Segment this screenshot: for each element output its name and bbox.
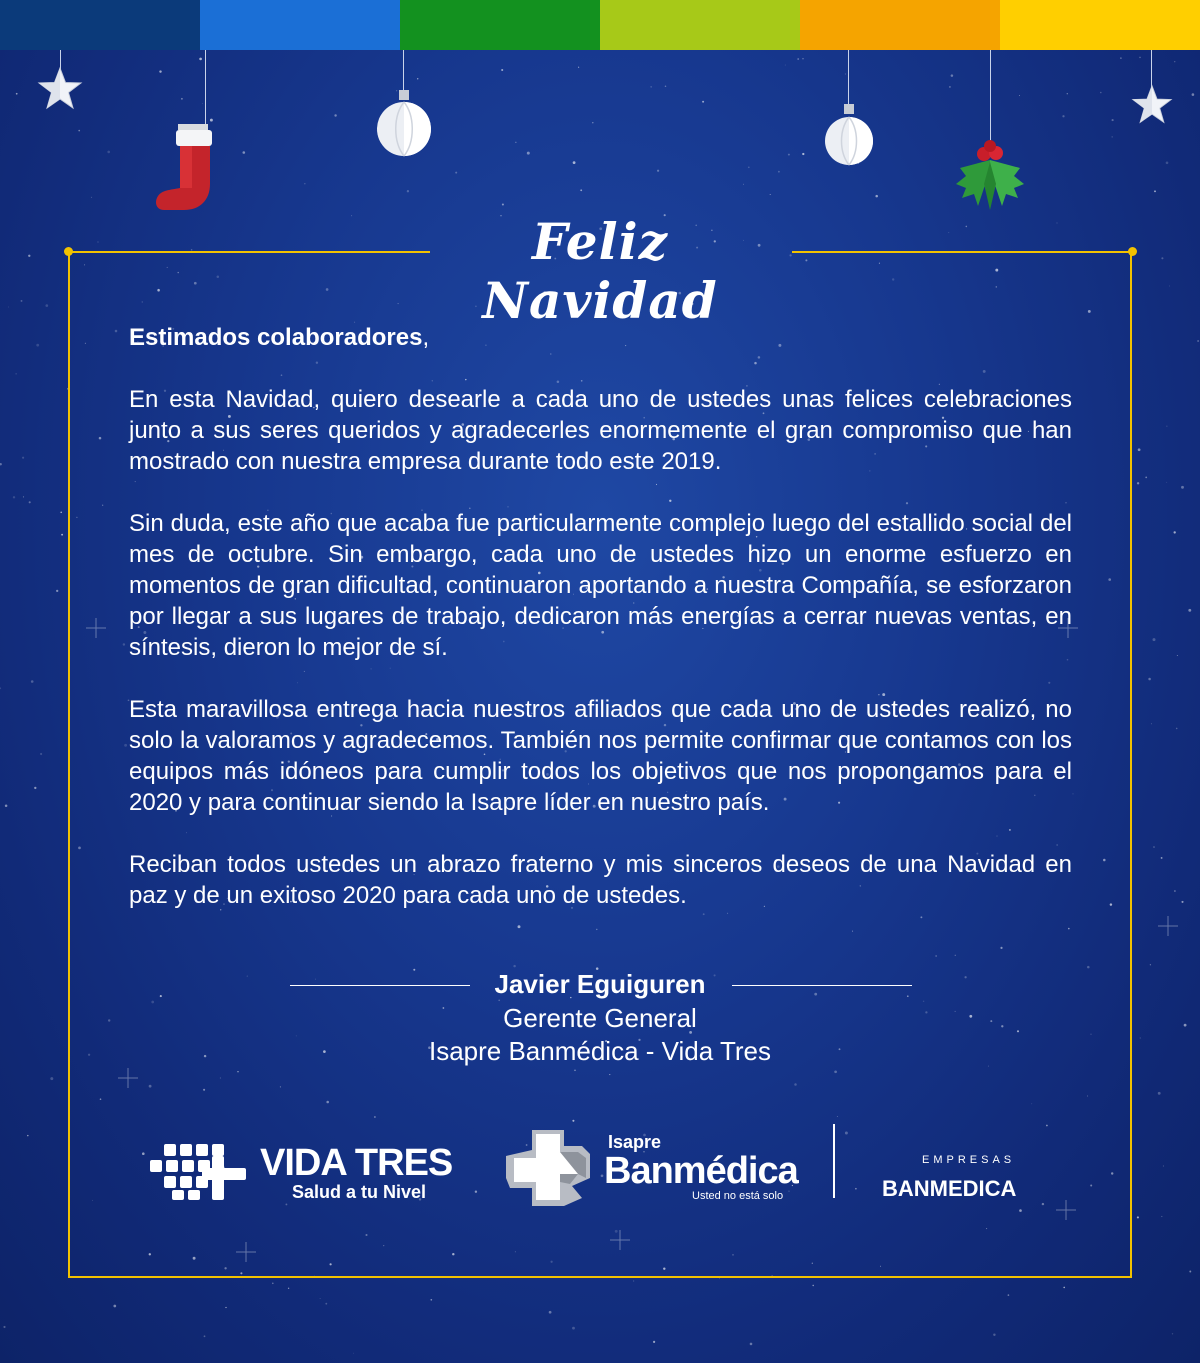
star-dot [97, 241, 98, 242]
star-dot [1189, 1271, 1191, 1273]
star-dot [657, 170, 659, 172]
star-dot [1062, 115, 1064, 117]
star-dot [22, 457, 24, 459]
ornament-icon [375, 88, 433, 160]
star-dot [578, 67, 579, 68]
star-dot [788, 154, 790, 156]
star-dot [1137, 1216, 1139, 1218]
star-dot [1100, 92, 1102, 94]
star-dot [31, 680, 34, 683]
star-dot [1120, 57, 1122, 59]
star-dot [1112, 119, 1114, 121]
star-dot [948, 232, 949, 233]
star-dot [580, 189, 582, 191]
star-dot [1181, 486, 1184, 489]
star-dot [13, 496, 15, 498]
paragraph: Esta maravillosa entrega hacia nuestros afiliados que cada uno de ustedes realizó, no solo la valoramos y agradecemos. También nos permite confirmar que contamos con los equipos más idóneos para cumplir todos los objetivos que nos propongamos para el 2020 y para continuar siendo la Isapre líder en nuestro país. [129, 696, 1072, 816]
star-dot [334, 114, 336, 116]
star-dot [993, 1334, 995, 1336]
empresas-name: BANMEDICA [882, 1176, 1017, 1201]
vidatres-logo-icon [150, 1142, 248, 1202]
star-dot [60, 512, 62, 514]
signer-company: Isapre Banmédica - Vida Tres [428, 1036, 772, 1066]
star-dot [1176, 728, 1178, 730]
star-dot [1019, 95, 1020, 96]
star-dot [1192, 93, 1195, 96]
star-dot [802, 153, 804, 155]
logo-divider [833, 1124, 835, 1198]
star-dot [812, 1285, 813, 1286]
star-dot [78, 130, 80, 132]
star-dot [1197, 340, 1199, 342]
star-dot [407, 190, 409, 192]
star-dot [797, 58, 799, 60]
vidatres-name: VIDA TRES [260, 1142, 453, 1184]
star-dot [1063, 1287, 1065, 1289]
star-dot [5, 805, 8, 808]
signature-block [0, 966, 1200, 1068]
star-dot [23, 496, 24, 497]
star-dot [1166, 161, 1169, 164]
star-dot [50, 1077, 53, 1080]
frame-top-left [68, 251, 430, 253]
card-title: Feliz Navidad [482, 212, 718, 330]
star-dot [1153, 638, 1156, 641]
star-dot [1112, 136, 1113, 137]
star-dot [1158, 1092, 1161, 1095]
star-dot [40, 753, 42, 755]
star-dot [875, 195, 878, 198]
star-dot [181, 98, 183, 100]
star-dot [1137, 482, 1139, 484]
star-dot [743, 184, 744, 185]
star-dot [455, 172, 457, 174]
star-dot [966, 226, 968, 228]
star-dot [951, 74, 954, 77]
star-dot [16, 93, 18, 95]
star-dot [785, 65, 786, 66]
star-dot [304, 183, 305, 184]
star-dot [750, 1343, 753, 1346]
star-dot [91, 197, 92, 198]
banmedica-prefix: Isapre [608, 1132, 662, 1152]
banmedica-logo-icon [502, 1126, 594, 1210]
star-icon [37, 66, 83, 112]
star-dot [1145, 477, 1147, 479]
star-dot [430, 1299, 432, 1301]
star-dot [1138, 448, 1141, 451]
star-dot [351, 215, 352, 216]
star-dot [502, 203, 504, 205]
star-dot [1153, 846, 1155, 848]
star-dot [56, 590, 58, 592]
star-dot [633, 1281, 634, 1282]
star-dot [1174, 61, 1175, 62]
star-dot [8, 307, 9, 308]
star-dot [202, 103, 203, 104]
star-dot [1161, 257, 1163, 259]
star-dot [1161, 857, 1163, 859]
star-dot [949, 86, 951, 88]
paragraph: En esta Navidad, quiero desearle a cada uno de ustedes unas felices celebraciones junto a sus seres queridos y agradecerles enormemente el gran compromiso que han mostrado con nuestra empresa durante todo este 2019. [129, 386, 1072, 475]
star-dot [1181, 901, 1183, 903]
signer-name: Javier Eguiguren [494, 969, 706, 999]
star-dot [1174, 531, 1176, 533]
star-dot [1188, 609, 1191, 612]
star-dot [113, 1305, 116, 1308]
frame-dot [64, 247, 73, 256]
star-dot [107, 151, 110, 154]
star-dot [1166, 482, 1167, 483]
star-dot [1154, 190, 1156, 192]
star-dot [1166, 426, 1167, 427]
star-dot [515, 142, 516, 143]
star-dot [802, 58, 803, 59]
signer-title: Gerente General [503, 1003, 697, 1033]
frame-dot [1128, 247, 1137, 256]
star-dot [1169, 285, 1170, 286]
star-dot [665, 86, 667, 88]
star-dot [1161, 1216, 1162, 1217]
star-dot [651, 86, 652, 87]
star-dot [159, 70, 161, 72]
star-dot [592, 122, 593, 123]
logo-bar [0, 1120, 1200, 1210]
star-dot [21, 300, 23, 302]
star-dot [573, 161, 576, 164]
star-dot [1056, 222, 1057, 223]
star-dot [549, 1311, 552, 1314]
star-dot [527, 152, 530, 155]
star-dot [1148, 678, 1151, 681]
star-dot [572, 1327, 575, 1330]
star-dot [34, 787, 36, 789]
star-dot [36, 344, 39, 347]
ornament-icon [823, 102, 875, 168]
sparkle [1158, 916, 1178, 936]
frame-top-right [792, 251, 1132, 253]
star-dot [845, 73, 846, 74]
letter-body [129, 322, 1072, 942]
stocking-icon [152, 122, 234, 214]
paragraph: Reciban todos ustedes un abrazo fraterno y mis sinceros deseos de una Navidad en paz y de un exitoso 2020 para cada uno de ustedes. [129, 851, 1072, 909]
banmedica-tagline: Usted no está solo [692, 1190, 784, 1202]
holly-icon [950, 140, 1030, 214]
star-dot [204, 1335, 206, 1337]
star-dot [1172, 1333, 1173, 1334]
star-dot [501, 69, 503, 71]
star-dot [225, 1307, 226, 1308]
greeting: Estimados colaboradores, [129, 324, 430, 351]
star-dot [1008, 1294, 1010, 1296]
empresas-prefix: EMPRESAS [922, 1154, 1016, 1166]
star-dot [0, 463, 2, 465]
vidatres-tagline: Salud a tu Nivel [292, 1182, 427, 1202]
star-dot [417, 78, 418, 79]
star-dot [1139, 57, 1141, 59]
star-dot [1151, 723, 1152, 724]
star-dot [61, 534, 63, 536]
star-dot [45, 304, 48, 307]
star-dot [320, 1298, 321, 1299]
star-dot [353, 1353, 354, 1354]
star-dot [288, 1288, 289, 1289]
star-dot [3, 1326, 5, 1328]
banmedica-name: Banmédica [604, 1150, 798, 1192]
star-dot [29, 501, 31, 503]
star-icon [1131, 84, 1173, 126]
star-dot [325, 1303, 327, 1305]
star-dot [653, 1341, 655, 1343]
star-dot [242, 151, 245, 154]
star-dot [1177, 655, 1178, 656]
star-dot [702, 101, 704, 103]
star-dot [16, 373, 17, 374]
star-dot [778, 171, 780, 173]
star-dot [770, 194, 771, 195]
star-dot [28, 255, 30, 257]
star-dot [0, 687, 1, 689]
paragraph: Sin duda, este año que acaba fue particularmente complejo luego del estallido social del mes de octubre. Sin embargo, cada uno de ustedes hizo un enorme esfuerzo en momentos de gran dificultad, continuaron aportando a nuestra Compañía, se esforzaron por llegar a sus lugares de trabajo, dedicaron más energías a cerrar nuevas ventas, en síntesis, dieron lo mejor de sí. [129, 510, 1072, 661]
star-dot [1067, 93, 1068, 94]
star-dot [748, 166, 750, 168]
star-dot [272, 1283, 274, 1285]
star-dot [1174, 890, 1176, 892]
star-dot [199, 58, 202, 61]
